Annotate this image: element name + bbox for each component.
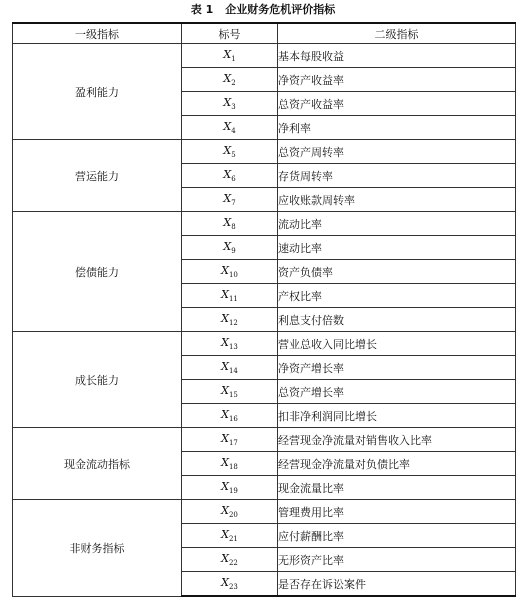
- code-letter: X: [223, 95, 232, 109]
- table-body: [13, 44, 516, 597]
- code-letter: X: [223, 119, 232, 133]
- code-cell: [182, 572, 278, 597]
- indicator-name-cell: 经营现金净流量对负债比率: [278, 452, 516, 476]
- category-cell: 非财务指标: [13, 500, 182, 597]
- header-code: 标号: [182, 23, 278, 44]
- category-cell: 现金流动指标: [13, 428, 182, 500]
- code-subscript: 14: [228, 367, 238, 376]
- table-row: [13, 500, 516, 524]
- code-letter: X: [223, 47, 232, 61]
- code-letter: X: [223, 167, 232, 181]
- code-cell: [182, 164, 278, 188]
- code-subscript: 13: [228, 343, 238, 352]
- code-cell: [182, 332, 278, 356]
- indicator-name-cell: 管理费用比率: [278, 500, 516, 524]
- code-subscript: 9: [231, 247, 236, 256]
- code-subscript: 16: [228, 415, 238, 424]
- header-row: [13, 23, 516, 44]
- code-subscript: 4: [231, 127, 236, 136]
- code-subscript: 7: [231, 199, 236, 208]
- category-cell: 营运能力: [13, 140, 182, 212]
- code-letter: X: [223, 71, 232, 85]
- table-row: [13, 428, 516, 452]
- code-letter: X: [221, 311, 229, 325]
- code-cell: [182, 92, 278, 116]
- code-subscript: 12: [228, 319, 238, 328]
- category-cell: 偿债能力: [13, 212, 182, 332]
- code-cell: [182, 236, 278, 260]
- code-subscript: 10: [228, 271, 238, 280]
- code-cell: [182, 44, 278, 68]
- code-letter: X: [221, 503, 229, 517]
- indicator-name-cell: 速动比率: [278, 236, 516, 260]
- code-cell: [182, 548, 278, 572]
- code-letter: X: [221, 407, 229, 421]
- code-letter: X: [221, 383, 229, 397]
- indicator-name-cell: 产权比率: [278, 284, 516, 308]
- code-subscript: 3: [231, 103, 236, 112]
- code-letter: X: [223, 215, 232, 229]
- code-letter: X: [221, 263, 229, 277]
- header-level2: 二级指标: [278, 23, 516, 44]
- code-subscript: 20: [228, 511, 238, 520]
- indicator-name-cell: 无形资产比率: [278, 548, 516, 572]
- code-cell: [182, 188, 278, 212]
- code-letter: X: [221, 431, 229, 445]
- header-level1: 一级指标: [13, 23, 182, 44]
- code-letter: X: [221, 359, 229, 373]
- code-subscript: 21: [228, 535, 238, 544]
- indicator-name-cell: 营业总收入同比增长: [278, 332, 516, 356]
- code-subscript: 18: [228, 463, 238, 472]
- code-cell: [182, 308, 278, 332]
- code-letter: X: [223, 191, 232, 205]
- code-subscript: 6: [231, 175, 236, 184]
- table-caption: [0, 0, 526, 20]
- code-letter: X: [221, 335, 229, 349]
- category-cell: 成长能力: [13, 332, 182, 428]
- table-row: [13, 44, 516, 68]
- indicator-name-cell: 总资产周转率: [278, 140, 516, 164]
- code-cell: [182, 428, 278, 452]
- indicator-name-cell: 扣非净利润同比增长: [278, 404, 516, 428]
- indicator-name-cell: 总资产增长率: [278, 380, 516, 404]
- indicator-name-cell: 存货周转率: [278, 164, 516, 188]
- code-letter: X: [221, 455, 229, 469]
- code-cell: [182, 452, 278, 476]
- code-letter: X: [221, 479, 229, 493]
- code-cell: [182, 140, 278, 164]
- code-subscript: 15: [228, 391, 238, 400]
- indicator-name-cell: 基本每股收益: [278, 44, 516, 68]
- indicator-name-cell: 流动比率: [278, 212, 516, 236]
- indicator-name-cell: 净利率: [278, 116, 516, 140]
- indicator-name-cell: 应收账款周转率: [278, 188, 516, 212]
- indicator-name-cell: 应付薪酬比率: [278, 524, 516, 548]
- indicator-name-cell: 净资产增长率: [278, 356, 516, 380]
- code-subscript: 2: [231, 79, 236, 88]
- code-cell: [182, 380, 278, 404]
- code-subscript: 1: [231, 55, 236, 64]
- code-subscript: 22: [228, 559, 238, 568]
- category-cell: 盈利能力: [13, 44, 182, 140]
- code-letter: X: [221, 575, 229, 589]
- code-letter: X: [221, 527, 229, 541]
- code-cell: [182, 284, 278, 308]
- indicator-name-cell: 总资产收益率: [278, 92, 516, 116]
- code-cell: [182, 116, 278, 140]
- indicator-name-cell: 经营现金净流量对销售收入比率: [278, 428, 516, 452]
- code-subscript: 17: [228, 439, 238, 448]
- code-cell: [182, 260, 278, 284]
- code-subscript: 23: [228, 583, 238, 592]
- code-letter: X: [223, 143, 232, 157]
- code-cell: [182, 524, 278, 548]
- table-row: [13, 212, 516, 236]
- code-subscript: 19: [228, 487, 238, 496]
- code-letter: X: [223, 239, 232, 253]
- code-cell: [182, 68, 278, 92]
- code-cell: [182, 476, 278, 500]
- table-title: 企业财务危机评价指标: [225, 3, 336, 16]
- code-cell: [182, 356, 278, 380]
- indicator-table: [12, 22, 516, 597]
- code-subscript: 8: [231, 223, 236, 232]
- code-cell: [182, 500, 278, 524]
- indicator-name-cell: 利息支付倍数: [278, 308, 516, 332]
- indicator-name-cell: 资产负债率: [278, 260, 516, 284]
- table-row: [13, 140, 516, 164]
- table-number: 表 1: [190, 3, 214, 16]
- code-subscript: 5: [231, 151, 236, 160]
- code-letter: X: [221, 287, 229, 301]
- indicator-name-cell: 净资产收益率: [278, 68, 516, 92]
- code-letter: X: [221, 551, 229, 565]
- code-cell: [182, 212, 278, 236]
- code-cell: [182, 404, 278, 428]
- indicator-name-cell: 是否存在诉讼案件: [278, 572, 516, 597]
- indicator-name-cell: 现金流量比率: [278, 476, 516, 500]
- table-row: [13, 332, 516, 356]
- code-subscript: 11: [228, 295, 238, 304]
